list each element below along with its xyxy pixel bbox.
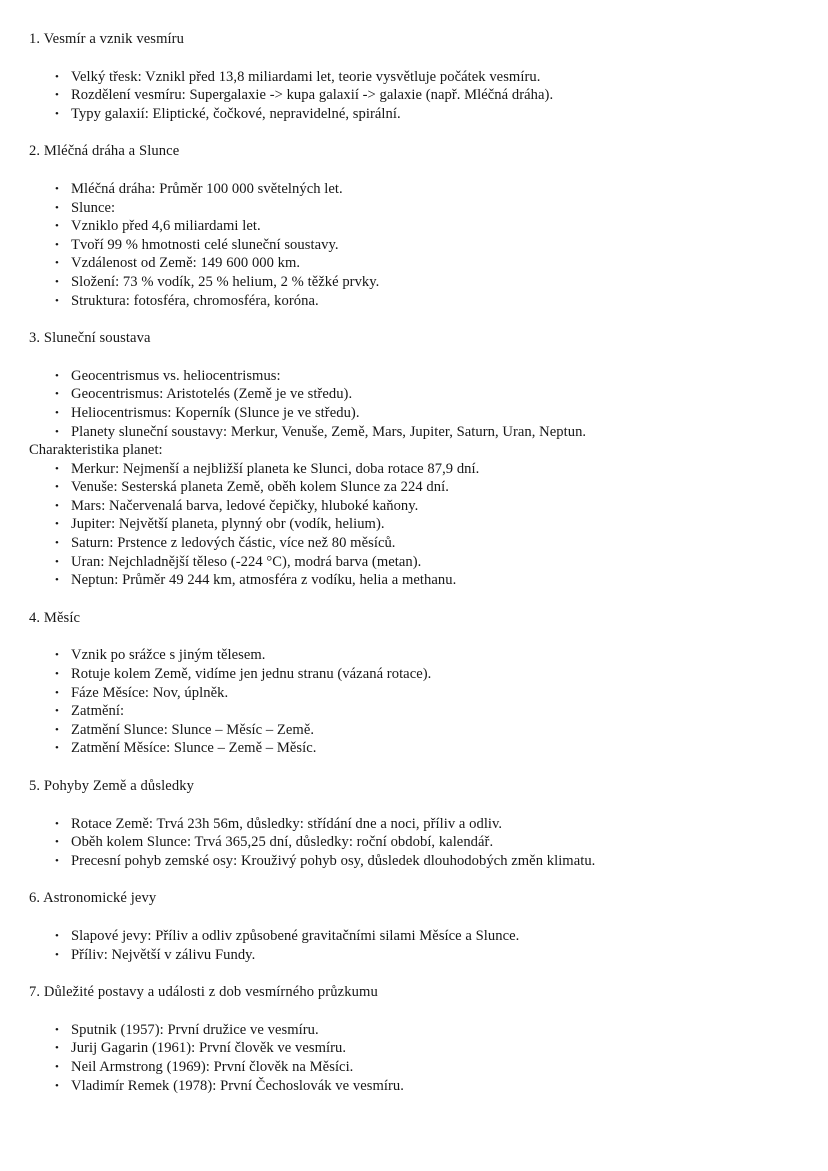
list-item-text: Tvoří 99 % hmotnosti celé sluneční soustavy.: [71, 236, 339, 253]
section-spacer: [29, 1095, 788, 1114]
heading-spacer: [29, 161, 788, 180]
bullet-point-icon: •: [55, 201, 59, 214]
list-item: [29, 833, 788, 852]
heading-spacer: [29, 796, 788, 815]
list-item-text: Jurij Gagarin (1961): První člověk ve vesmíru.: [71, 1040, 347, 1057]
list-item: [29, 946, 788, 965]
list-item-text: Zatmění:: [71, 703, 125, 720]
bullet-point-icon: •: [55, 836, 59, 849]
list-item-text: Precesní pohyb zemské osy: Krouživý pohyb osy, důsledek dlouhodobých změn klimatu.: [71, 852, 596, 869]
list-item: [29, 702, 788, 721]
list-item-text: Fáze Měsíce: Nov, úplněk.: [71, 684, 229, 701]
bullet-point-icon: •: [55, 406, 59, 419]
bullet-point-icon: •: [55, 1042, 59, 1055]
bullet-point-icon: •: [55, 1023, 59, 1036]
list-item-text: Rotace Země: Trvá 23h 56m, důsledky: střídání dne a noci, příliv a odliv.: [71, 815, 503, 832]
list-item-text: Mars: Načervenalá barva, ledové čepičky, hluboké kaňony.: [71, 497, 419, 514]
bullet-point-icon: •: [55, 220, 59, 233]
list-item: [29, 665, 788, 684]
list-item: [29, 105, 788, 124]
bullet-point-icon: •: [55, 555, 59, 568]
list-item-text: Heliocentrismus: Koperník (Slunce je ve středu).: [71, 404, 360, 421]
list-item: [29, 385, 788, 404]
section-heading: 5. Pohyby Země a důsledky: [29, 778, 195, 794]
list-item: [29, 236, 788, 255]
list-item: [29, 1039, 788, 1058]
section-heading: 1. Vesmír a vznik vesmíru: [29, 31, 185, 47]
list-item: [29, 273, 788, 292]
list-item-text: Složení: 73 % vodík, 25 % helium, 2 % těžké prvky.: [71, 273, 380, 290]
bullet-list: [29, 927, 788, 964]
heading-spacer: [29, 348, 788, 367]
bullet-point-icon: •: [55, 686, 59, 699]
list-item: [29, 199, 788, 218]
bullet-point-icon: •: [55, 948, 59, 961]
list-item-text: Vzniklo před 4,6 miliardami let.: [71, 218, 261, 235]
section-spacer: [29, 123, 788, 142]
list-item: [29, 68, 788, 87]
list-item-text: Slunce:: [71, 199, 116, 216]
list-item-text: Mléčná dráha: Průměr 100 000 světelných let.: [71, 180, 343, 197]
document-section: [29, 30, 788, 142]
heading-spacer: [29, 627, 788, 646]
list-item-text: Struktura: fotosféra, chromosféra, koróna.: [71, 292, 319, 309]
list-item-text: Zatmění Slunce: Slunce – Měsíc – Země.: [71, 721, 315, 738]
list-item-text: Vznik po srážce s jiným tělesem.: [71, 647, 266, 664]
section-spacer: [29, 870, 788, 889]
document-section: [29, 983, 788, 1114]
list-item-text: Vladimír Remek (1978): První Čechoslovák ve vesmíru.: [71, 1077, 404, 1094]
list-item: [29, 1058, 788, 1077]
bullet-point-icon: •: [55, 499, 59, 512]
list-item: [29, 1021, 788, 1040]
list-item-text: Neptun: Průměr 49 244 km, atmosféra z vodíku, helia a methanu.: [71, 572, 457, 589]
section-heading: 7. Důležité postavy a události z dob vesmírného průzkumu: [29, 984, 378, 1001]
bullet-point-icon: •: [55, 238, 59, 251]
list-item: [29, 739, 788, 758]
list-item-text: Geocentrismus: Aristotelés (Země je ve středu).: [71, 386, 353, 403]
bullet-point-icon: •: [55, 294, 59, 307]
list-item: [29, 367, 788, 386]
bullet-list: [29, 1021, 788, 1095]
heading-spacer: [29, 1002, 788, 1021]
plain-text-line: Charakteristika planet:: [29, 442, 163, 459]
bullet-point-icon: •: [55, 742, 59, 755]
list-item: [29, 515, 788, 534]
list-item-text: Planety sluneční soustavy: Merkur, Venuše, Země, Mars, Jupiter, Saturn, Uran, Neptun.: [71, 423, 587, 440]
list-item-text: Neil Armstrong (1969): První člověk na Měsíci.: [71, 1058, 354, 1075]
list-item-text: Merkur: Nejmenší a nejbližší planeta ke Slunci, doba rotace 87,9 dní.: [71, 460, 480, 477]
bullet-point-icon: •: [55, 668, 59, 681]
list-item-text: Rotuje kolem Země, vidíme jen jednu stranu (vázaná rotace).: [71, 666, 432, 683]
bullet-point-icon: •: [55, 182, 59, 195]
bullet-point-icon: •: [55, 481, 59, 494]
list-item-text: Vzdálenost od Země: 149 600 000 km.: [71, 255, 301, 272]
list-item: [29, 404, 788, 423]
document-section: [29, 889, 788, 983]
list-item: [29, 571, 788, 590]
bullet-point-icon: •: [55, 817, 59, 830]
bullet-point-icon: •: [55, 1079, 59, 1092]
list-item: [29, 1077, 788, 1096]
bullet-point-icon: •: [55, 574, 59, 587]
section-heading: 3. Sluneční soustava: [29, 330, 151, 347]
list-item-text: Saturn: Prstence z ledových částic, více než 80 měsíců.: [71, 535, 396, 552]
bullet-point-icon: •: [55, 649, 59, 662]
heading-spacer: [29, 49, 788, 68]
list-item: [29, 534, 788, 553]
list-item: [29, 460, 788, 479]
bullet-list: [29, 646, 788, 758]
bullet-list: [29, 367, 788, 441]
document-body: [29, 30, 788, 1114]
bullet-point-icon: •: [55, 705, 59, 718]
bullet-point-icon: •: [55, 89, 59, 102]
list-item-text: Oběh kolem Slunce: Trvá 365,25 dní, důsledky: roční období, kalendář.: [71, 834, 494, 851]
document-section: [29, 142, 788, 329]
list-item-text: Geocentrismus vs. heliocentrismus:: [71, 367, 281, 384]
list-item: [29, 86, 788, 105]
list-item: [29, 478, 788, 497]
list-item-text: Rozdělení vesmíru: Supergalaxie -> kupa galaxií -> galaxie (např. Mléčná dráha).: [71, 87, 554, 104]
list-item: [29, 852, 788, 871]
bullet-point-icon: •: [55, 929, 59, 942]
bullet-point-icon: •: [55, 462, 59, 475]
document-section: [29, 777, 788, 889]
bullet-point-icon: •: [55, 70, 59, 83]
bullet-list: [29, 68, 788, 124]
list-item: [29, 292, 788, 311]
document-section: [29, 329, 788, 609]
list-item: [29, 721, 788, 740]
section-heading: 2. Mléčná dráha a Slunce: [29, 143, 180, 160]
bullet-point-icon: •: [55, 275, 59, 288]
list-item-text: Typy galaxií: Eliptické, čočkové, nepravidelné, spirální.: [71, 105, 401, 122]
list-item: [29, 217, 788, 236]
section-heading: 6. Astronomické jevy: [29, 890, 157, 907]
bullet-point-icon: •: [55, 723, 59, 736]
document-section: [29, 609, 788, 777]
list-item: [29, 684, 788, 703]
heading-spacer: [29, 908, 788, 927]
list-item-text: Slapové jevy: Příliv a odliv způsobené gravitačními silami Měsíce a Slunce.: [71, 927, 520, 944]
bullet-point-icon: •: [55, 518, 59, 531]
list-item: [29, 180, 788, 199]
list-item: [29, 646, 788, 665]
bullet-point-icon: •: [55, 425, 59, 438]
section-heading: 4. Měsíc: [29, 609, 81, 626]
bullet-list: [29, 460, 788, 590]
list-item: [29, 553, 788, 572]
bullet-point-icon: •: [55, 388, 59, 401]
list-item-text: Příliv: Největší v zálivu Fundy.: [71, 946, 256, 963]
section-spacer: [29, 964, 788, 983]
section-spacer: [29, 758, 788, 777]
list-item-text: Sputnik (1957): První družice ve vesmíru.: [71, 1021, 319, 1038]
bullet-list: [29, 180, 788, 310]
section-spacer: [29, 310, 788, 329]
list-item-text: Zatmění Měsíce: Slunce – Země – Měsíc.: [71, 740, 317, 757]
list-item-text: Venuše: Sesterská planeta Země, oběh kolem Slunce za 224 dní.: [71, 479, 449, 496]
bullet-point-icon: •: [55, 257, 59, 270]
list-item: [29, 927, 788, 946]
bullet-list: [29, 815, 788, 871]
bullet-point-icon: •: [55, 854, 59, 867]
list-item-text: Velký třesk: Vznikl před 13,8 miliardami let, teorie vysvětluje počátek vesmíru.: [71, 68, 541, 85]
list-item-text: Uran: Nejchladnější těleso (-224 °C), modrá barva (metan).: [71, 553, 422, 570]
list-item: [29, 497, 788, 516]
bullet-point-icon: •: [55, 1060, 59, 1073]
bullet-point-icon: •: [55, 369, 59, 382]
list-item: [29, 423, 788, 442]
list-item: [29, 254, 788, 273]
bullet-point-icon: •: [55, 537, 59, 550]
list-item: [29, 815, 788, 834]
section-spacer: [29, 590, 788, 609]
bullet-point-icon: •: [55, 107, 59, 120]
list-item-text: Jupiter: Největší planeta, plynný obr (vodík, helium).: [71, 516, 385, 533]
